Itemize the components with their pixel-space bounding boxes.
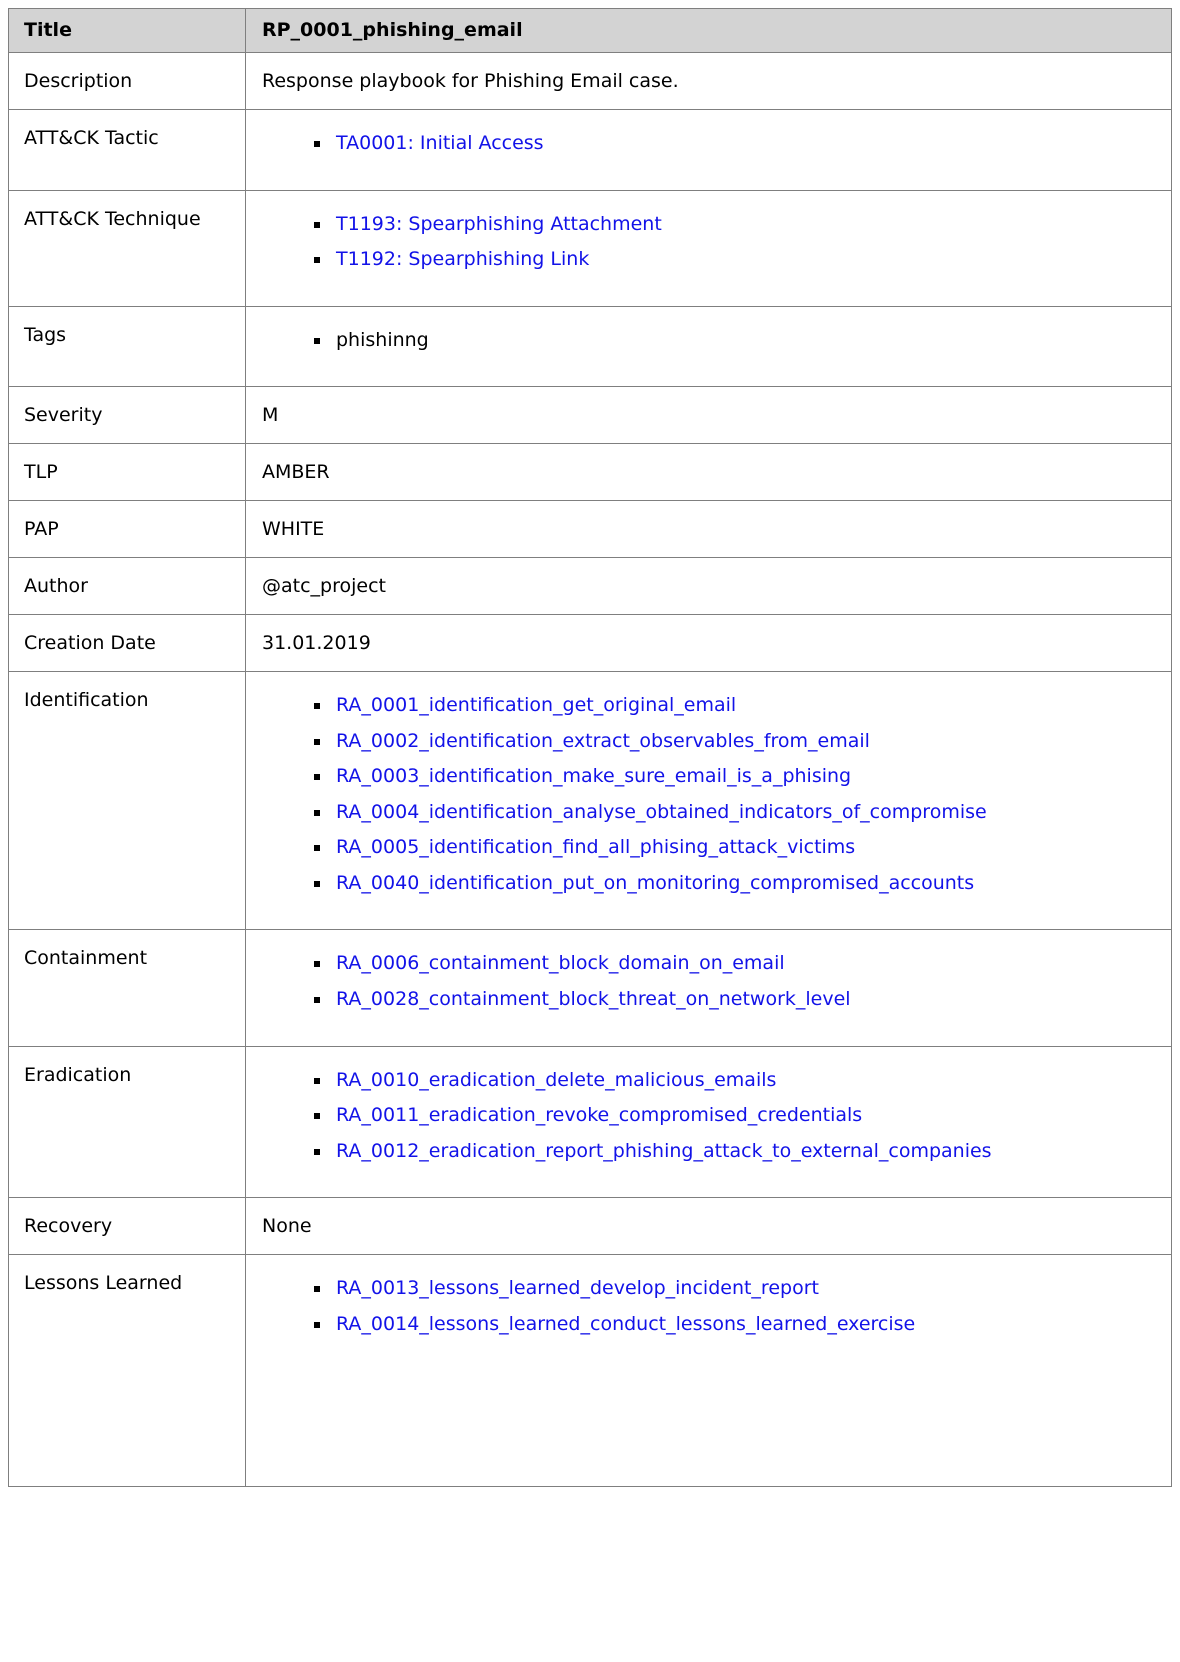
table-row-attack-technique — [9, 190, 1172, 306]
attack-technique-list — [262, 211, 1155, 274]
tlp-value: AMBER — [246, 444, 1172, 501]
tactic-link[interactable]: TA0001: Initial Access — [336, 132, 544, 154]
list-item — [332, 1311, 1155, 1339]
row-label-recovery: Recovery — [9, 1198, 246, 1255]
list-item — [332, 327, 1155, 355]
response-action-link[interactable]: RA_0040_identification_put_on_monitoring_compromised_accounts — [336, 871, 975, 894]
table-row-pap — [9, 501, 1172, 558]
response-action-link[interactable]: RA_0003_identification_make_sure_email_is_a_phising — [336, 765, 852, 788]
table-row-lessons-learned — [9, 1255, 1172, 1487]
list-item — [332, 1102, 1155, 1130]
table-row-attack-tactic — [9, 110, 1172, 191]
containment-cell — [246, 930, 1172, 1046]
identification-list — [262, 692, 1155, 897]
table-row-creation-date — [9, 615, 1172, 672]
tags-cell — [246, 306, 1172, 387]
row-label-attack-technique: ATT&CK Technique — [9, 190, 246, 306]
recovery-value: None — [246, 1198, 1172, 1255]
row-label-description: Description — [9, 53, 246, 110]
row-label-severity: Severity — [9, 387, 246, 444]
list-item — [332, 834, 1155, 862]
row-label-lessons-learned: Lessons Learned — [9, 1255, 246, 1487]
row-label-identification: Identification — [9, 672, 246, 930]
response-action-link[interactable]: RA_0005_identification_find_all_phising_attack_victims — [336, 836, 856, 859]
eradication-list — [262, 1067, 1155, 1166]
table-row-severity — [9, 387, 1172, 444]
pap-value: WHITE — [246, 501, 1172, 558]
list-item — [332, 728, 1155, 756]
attack-tactic-cell — [246, 110, 1172, 191]
response-action-link[interactable]: RA_0001_identification_get_original_email — [336, 694, 737, 717]
list-item — [332, 1138, 1155, 1166]
eradication-cell — [246, 1046, 1172, 1198]
tags-list — [262, 327, 1155, 355]
list-item — [332, 1275, 1155, 1303]
response-action-link[interactable]: RA_0014_lessons_learned_conduct_lessons_learned_exercise — [336, 1312, 916, 1335]
response-action-link[interactable]: RA_0002_identification_extract_observables_from_email — [336, 729, 870, 752]
description-text: Response playbook for Phishing Email case. — [246, 53, 1172, 110]
technique-link[interactable]: T1193: Spearphishing Attachment — [336, 212, 662, 235]
tag-label: phishinng — [336, 328, 429, 351]
table-row-author — [9, 558, 1172, 615]
row-label-pap: PAP — [9, 501, 246, 558]
containment-list — [262, 950, 1155, 1013]
row-label-containment: Containment — [9, 930, 246, 1046]
row-label-attack-tactic: ATT&CK Tactic — [9, 110, 246, 191]
list-item — [332, 763, 1155, 791]
attack-tactic-list — [262, 130, 1155, 158]
creation-date-value: 31.01.2019 — [246, 615, 1172, 672]
author-value: @atc_project — [246, 558, 1172, 615]
severity-value: M — [246, 387, 1172, 444]
row-label-creation-date: Creation Date — [9, 615, 246, 672]
list-item — [332, 130, 1155, 158]
list-item — [332, 246, 1155, 274]
table-row-eradication — [9, 1046, 1172, 1198]
row-label-author: Author — [9, 558, 246, 615]
playbook-table — [8, 8, 1172, 1487]
attack-technique-cell — [246, 190, 1172, 306]
list-item — [332, 211, 1155, 239]
response-action-link[interactable]: RA_0011_eradication_revoke_compromised_credentials — [336, 1104, 863, 1127]
playbook-table-body — [9, 9, 1172, 1487]
identification-cell — [246, 672, 1172, 930]
table-row-title — [9, 9, 1172, 53]
lessons-learned-list — [262, 1275, 1155, 1338]
list-item — [332, 870, 1155, 898]
table-row-tlp — [9, 444, 1172, 501]
table-row-containment — [9, 930, 1172, 1046]
row-label-eradication: Eradication — [9, 1046, 246, 1198]
table-row-recovery — [9, 1198, 1172, 1255]
response-action-link[interactable]: RA_0010_eradication_delete_malicious_emails — [336, 1068, 777, 1091]
response-action-link[interactable]: RA_0006_containment_block_domain_on_email — [336, 952, 785, 975]
list-item — [332, 1067, 1155, 1095]
playbook-title: RP_0001_phishing_email — [246, 9, 1172, 53]
list-item — [332, 986, 1155, 1014]
list-item — [332, 950, 1155, 978]
technique-link[interactable]: T1192: Spearphishing Link — [336, 248, 590, 271]
row-label-title: Title — [9, 9, 246, 53]
response-action-link[interactable]: RA_0012_eradication_report_phishing_attack_to_external_companies — [336, 1139, 992, 1162]
response-action-link[interactable]: RA_0028_containment_block_threat_on_network_level — [336, 988, 851, 1011]
row-label-tlp: TLP — [9, 444, 246, 501]
list-item — [332, 799, 1155, 827]
response-action-link[interactable]: RA_0013_lessons_learned_develop_incident_report — [336, 1277, 819, 1300]
list-item — [332, 692, 1155, 720]
row-label-tags: Tags — [9, 306, 246, 387]
table-row-identification — [9, 672, 1172, 930]
response-action-link[interactable]: RA_0004_identification_analyse_obtained_indicators_of_compromise — [336, 800, 987, 823]
table-row-description — [9, 53, 1172, 110]
lessons-learned-cell — [246, 1255, 1172, 1487]
table-row-tags — [9, 306, 1172, 387]
